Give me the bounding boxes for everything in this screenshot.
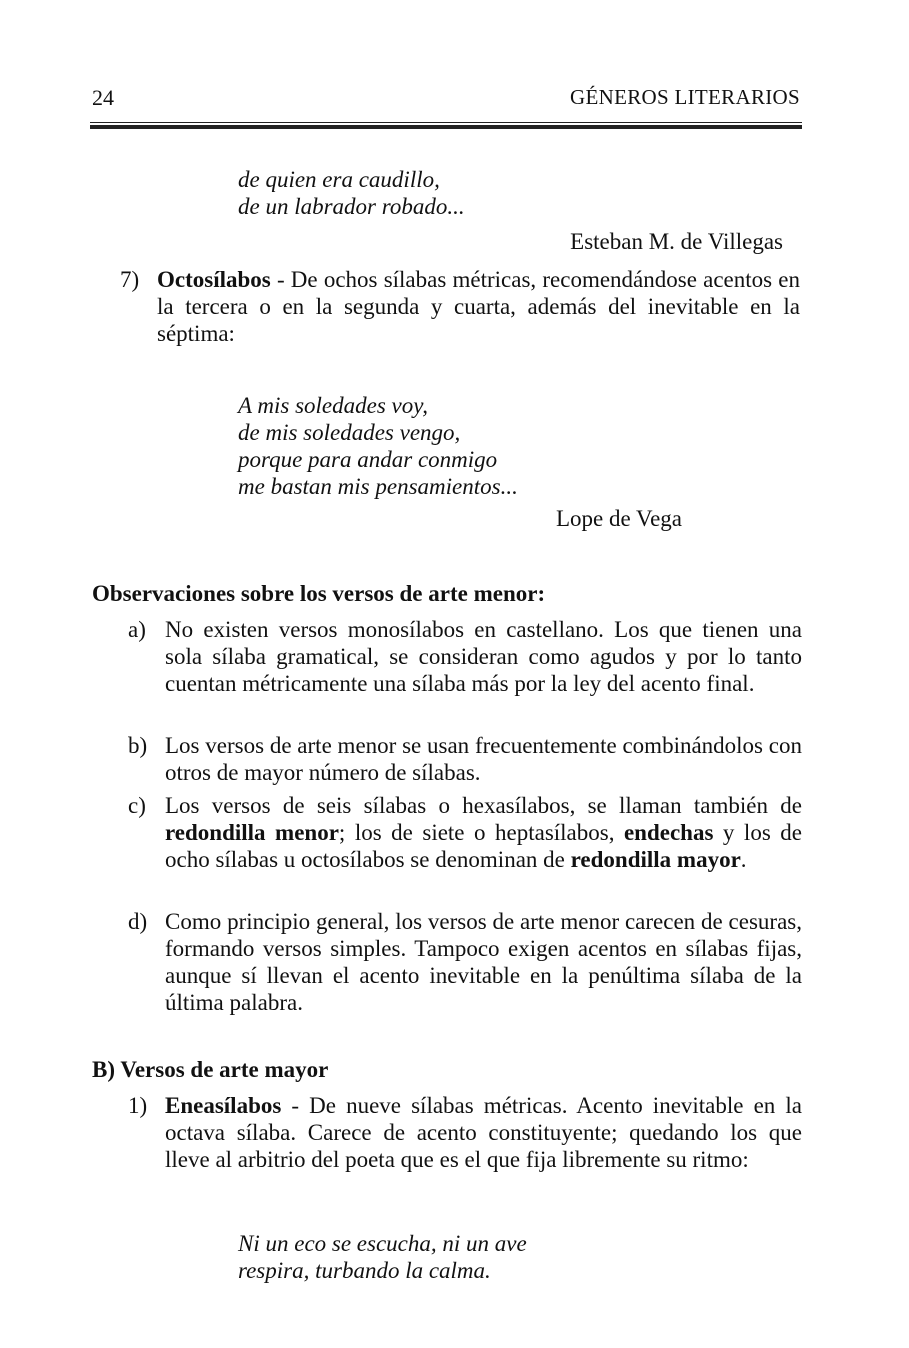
list-marker: c) xyxy=(128,793,146,818)
item-text: y los de ocho sílabas u octosílabos se denominan de xyxy=(165,820,802,872)
verse-author-1: Esteban M. de Villegas xyxy=(570,229,783,254)
list-marker: 7) xyxy=(120,267,140,292)
verse-line: porque para andar conmigo xyxy=(238,447,498,472)
verse-line: de un labrador robado... xyxy=(238,194,465,219)
verse-quote-1 xyxy=(238,166,658,220)
list-item-body: Como principio general, los versos de arte menor carecen de cesuras, formando versos simples. Tampoco exigen acentos en sílabas fijas, aunque sí llevan el acento inevitable en la penúltima sílaba de la última palabra. xyxy=(165,909,802,1015)
list-marker: a) xyxy=(128,617,146,642)
term-bold: Octosílabos xyxy=(157,267,271,292)
item-text: - De ochos sílabas métricas, recomendándose acentos en la tercera o en la segunda y cuarta, además del inevitable en la séptima: xyxy=(157,267,800,346)
verse-line: A mis soledades voy, xyxy=(238,393,428,418)
header-rule-thick xyxy=(90,125,802,129)
verse-line: de mis soledades vengo, xyxy=(238,420,461,445)
list-item-b xyxy=(128,732,802,788)
section-heading-observaciones: Observaciones sobre los versos de arte menor: xyxy=(92,581,546,606)
list-item-body: Los versos de arte menor se usan frecuentemente combinándolos con otros de mayor número de sílabas. xyxy=(165,733,802,785)
list-item-body: No existen versos monosílabos en castellano. Los que tienen una sola sílaba gramatical, se consideran como agudos y por lo tanto cuentan métricamente una sílaba más por la ley del acento final. xyxy=(165,617,802,696)
list-item-body xyxy=(165,1092,802,1173)
list-item-body xyxy=(157,266,800,347)
verse-line: me bastan mis pensamientos... xyxy=(238,474,518,499)
running-title: GÉNEROS LITERARIOS xyxy=(570,85,800,109)
verse-line: de quien era caudillo, xyxy=(238,167,440,192)
term-bold: redondilla mayor xyxy=(570,847,741,872)
item-text: - De nueve sílabas métricas. Acento inevitable en la octava sílaba. Carece de acento constituyente; quedando los que lleve al arbitrio del poeta que es el que fija libremente su ritmo: xyxy=(165,1093,802,1172)
verse-quote-3 xyxy=(238,1230,698,1284)
list-item-7 xyxy=(120,266,802,350)
term-bold: endechas xyxy=(623,820,714,845)
item-text: ; los de siete o heptasílabos, xyxy=(338,820,624,845)
list-marker: d) xyxy=(128,909,148,934)
item-text: Los versos de seis sílabas o hexasílabos, se llaman también de xyxy=(165,793,802,818)
verse-author-2: Lope de Vega xyxy=(555,506,682,531)
verse-line: Ni un eco se escucha, ni un ave xyxy=(238,1231,527,1256)
verse-quote-2 xyxy=(238,392,658,500)
list-item-1 xyxy=(128,1092,802,1202)
term-bold: redondilla menor xyxy=(165,820,339,845)
list-item-a xyxy=(128,616,802,726)
list-item-d xyxy=(128,908,802,1018)
term-bold: Eneasílabos xyxy=(165,1093,282,1118)
list-item-body xyxy=(165,792,802,873)
verse-line: respira, turbando la calma. xyxy=(238,1258,491,1283)
list-marker: b) xyxy=(128,733,148,758)
list-marker: 1) xyxy=(128,1093,148,1118)
section-heading-arte-mayor: B) Versos de arte mayor xyxy=(92,1057,329,1082)
page-header xyxy=(92,84,800,114)
list-item-c xyxy=(128,792,802,902)
item-text: . xyxy=(740,847,747,872)
header-rule-thin xyxy=(90,122,802,123)
page-number: 24 xyxy=(92,85,114,110)
